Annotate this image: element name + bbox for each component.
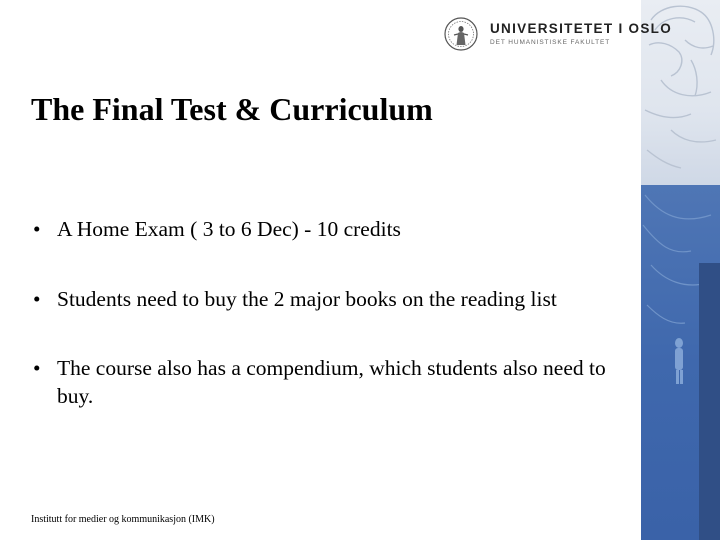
bullet-text: The course also has a compendium, which students also need to buy. bbox=[57, 356, 606, 408]
bullet-text: A Home Exam ( 3 to 6 Dec) - 10 credits bbox=[57, 217, 401, 241]
university-name: UNIVERSITETET I OSLO bbox=[490, 21, 673, 36]
bullet-item bbox=[33, 354, 623, 410]
university-logo bbox=[444, 13, 673, 53]
bullet-item bbox=[33, 285, 623, 313]
faculty-name: DET HUMANISTISKE FAKULTET bbox=[490, 39, 611, 46]
footer-institute: Institutt for medier og kommunikasjon (IMK) bbox=[31, 514, 215, 525]
decorative-side-panel bbox=[641, 0, 720, 540]
slide-title: The Final Test & Curriculum bbox=[31, 91, 433, 127]
bullet-text: Students need to buy the 2 major books on the reading list bbox=[57, 287, 557, 311]
dark-blue-bar bbox=[699, 263, 720, 540]
bullet-marker: • bbox=[33, 287, 41, 311]
university-seal-icon bbox=[444, 17, 478, 51]
bullet-item bbox=[33, 215, 623, 243]
bullet-marker: • bbox=[33, 217, 41, 241]
bullet-marker: • bbox=[33, 356, 41, 380]
